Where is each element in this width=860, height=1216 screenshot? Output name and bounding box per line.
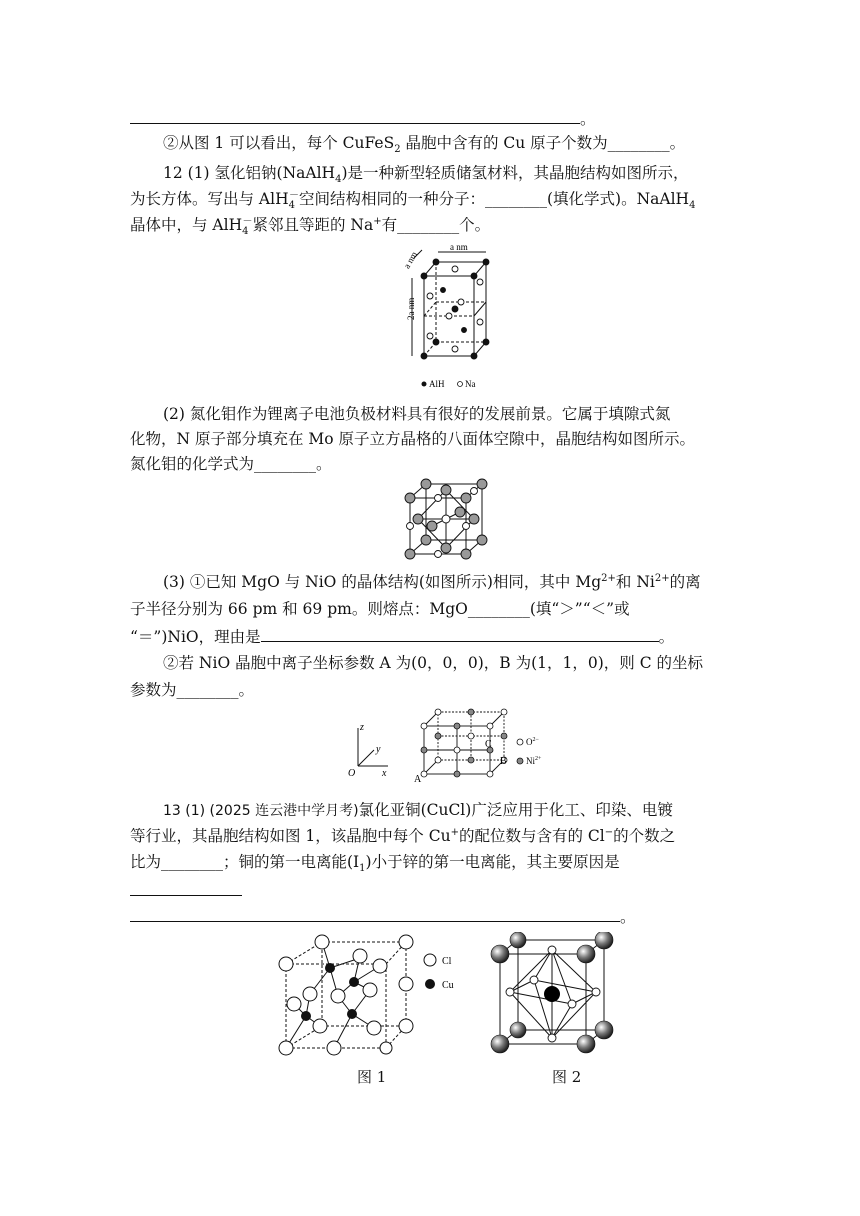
q13-line3: 比为________；铜的第一电离能$(I_1)$小于锌的第一电离能，其主要原因是 xyxy=(130,853,620,875)
svg-text:Na: Na xyxy=(465,379,476,389)
svg-text:AlH: AlH xyxy=(429,379,445,389)
svg-text:B: B xyxy=(500,756,507,767)
q12-3-line1: (3) ①已知 MgO 与 NiO 的晶体结构(如图所示)相同，其中 $Mg^{2+}$和 $Ni^{2+}$的离 xyxy=(163,572,701,591)
answer-blank[interactable] xyxy=(130,109,580,124)
svg-text:x: x xyxy=(382,768,387,779)
q13-blank-long[interactable] xyxy=(130,907,620,922)
nio-cell-diagram xyxy=(340,706,580,784)
q13-line4 xyxy=(130,880,730,902)
svg-text:a nm: a nm xyxy=(401,249,420,271)
reason-blank[interactable] xyxy=(261,627,659,642)
svg-text:O2−: $O^{2-}$ xyxy=(526,737,539,747)
q13-line1: 13 (1) (2025 连云港中学月考)氯化亚铜(CuCl)广泛应用于化工、印染、电镀 xyxy=(163,801,673,819)
q12-3-line5: 参数为________。 xyxy=(130,681,255,699)
q12-2-line2: 化物，N 原子部分填充在 Mo 原子立方晶格的八面体空隙中，晶胞结构如图所示。 xyxy=(130,430,696,448)
q12-2-line3: 氮化钼的化学式为________。 xyxy=(130,455,332,473)
figure1-caption: 图 1 xyxy=(357,1068,387,1086)
q12-2-line1: (2) 氮化钼作为锂离子电池负极材料具有很好的发展前景。它属于填隙式氮 xyxy=(163,405,671,423)
q12-3-line4: ②若 NiO 晶胞中离子坐标参数 A 为(0，0，0)，B 为(1，1，0)，则 C 的坐标 xyxy=(163,654,704,672)
svg-text:y: y xyxy=(376,744,381,755)
figure2-caption: 图 2 xyxy=(552,1068,582,1086)
naalh4-cell-diagram xyxy=(398,240,508,395)
q12-3-line2: 子半径分别为 66 pm 和 69 pm。则熔点：MgO________(填“＞”“＜”或 xyxy=(130,600,630,618)
svg-text:C: C xyxy=(485,739,492,750)
svg-text:Ni2+: $Ni^{2+}$ xyxy=(526,756,542,766)
q13-blank-short[interactable] xyxy=(130,881,242,896)
q12-1-line2: 为长方体。写出与 AlH$_4$－空间结构相同的一种分子：________(填化学式)。NaAlH$_4$ xyxy=(130,189,696,212)
cell-diagram-fig2 xyxy=(488,932,620,1060)
q12-1-line3: 晶体中，与 AlH$_4$－紧邻且等距的 Na+有________个。 xyxy=(130,215,491,238)
svg-text:O: O xyxy=(348,768,356,779)
molybdenum-nitride-cell-diagram xyxy=(402,476,492,564)
svg-text:A: A xyxy=(414,774,422,784)
answer-blank-line xyxy=(130,108,730,130)
q12-3-line3: “＝”)NiO，理由是 。 xyxy=(130,628,675,646)
svg-text:z: z xyxy=(360,722,364,733)
svg-text:Cl: Cl xyxy=(442,956,452,967)
q13-line5: 。 xyxy=(130,906,730,928)
q11-part2-text: ②从图 1 可以看出，每个 CuFeS$_2$ 晶胞中含有的 Cu 原子个数为________。 xyxy=(163,134,686,156)
svg-text:2a nm: 2a nm xyxy=(406,297,416,320)
q12-1-line1: 12 (1) 氢化铝钠(NaAlH$_4$)是一种新型轻质储氢材料，其晶胞结构如图所示， xyxy=(163,164,689,186)
svg-text:a nm: a nm xyxy=(450,242,468,252)
svg-text:Cu: Cu xyxy=(442,980,454,991)
q13-line2: 等行业，其晶胞结构如图 1，该晶胞中每个 Cu+的配位数与含有的 Cl−的个数之 xyxy=(130,826,676,845)
period: 。 xyxy=(580,110,596,128)
cucl-cell-diagram-fig1 xyxy=(270,932,470,1060)
